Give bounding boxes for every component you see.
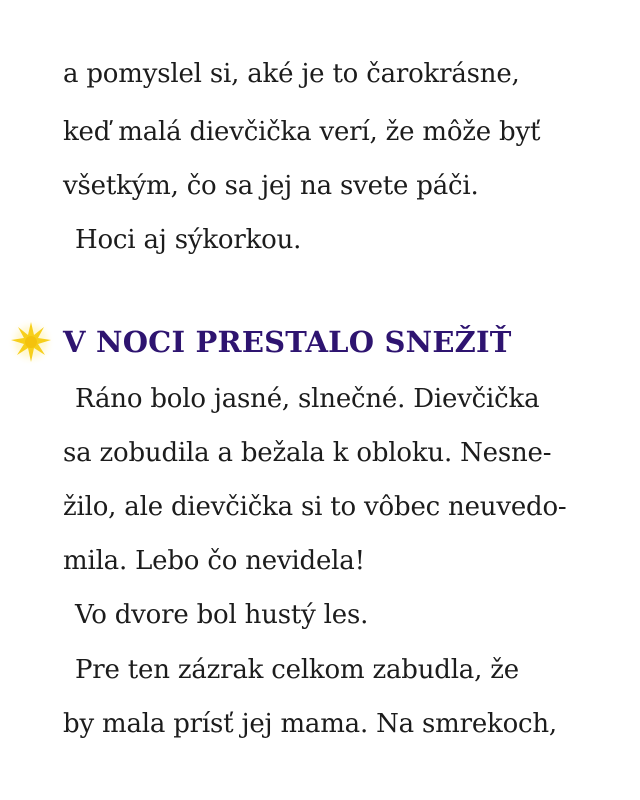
text-line: Vo dvore bol hustý les. [75, 600, 369, 630]
text-line: Ráno bolo jasné, slnečné. Dievčička [75, 384, 540, 414]
text-line: a pomyslel si, aké je to čarokrásne, [63, 59, 520, 89]
text-line: keď malá dievčička verí, že môže byť [63, 117, 541, 147]
text-line: žilo, ale dievčička si to vôbec neuvedo- [63, 492, 567, 522]
sparkle-star-icon [7, 318, 55, 366]
text-line: sa zobudila a bežala k obloku. Nesne- [63, 438, 552, 468]
text-line: by mala prísť jej mama. Na smrekoch, [63, 709, 557, 739]
text-line: všetkým, čo sa jej na svete páči. [63, 171, 479, 201]
text-line: Hoci aj sýkorkou. [75, 225, 302, 255]
text-line: Pre ten zázrak celkom zabudla, že [75, 655, 519, 685]
text-line: mila. Lebo čo nevidela! [63, 546, 365, 576]
chapter-heading: V NOCI PRESTALO SNEŽIŤ [63, 325, 512, 359]
